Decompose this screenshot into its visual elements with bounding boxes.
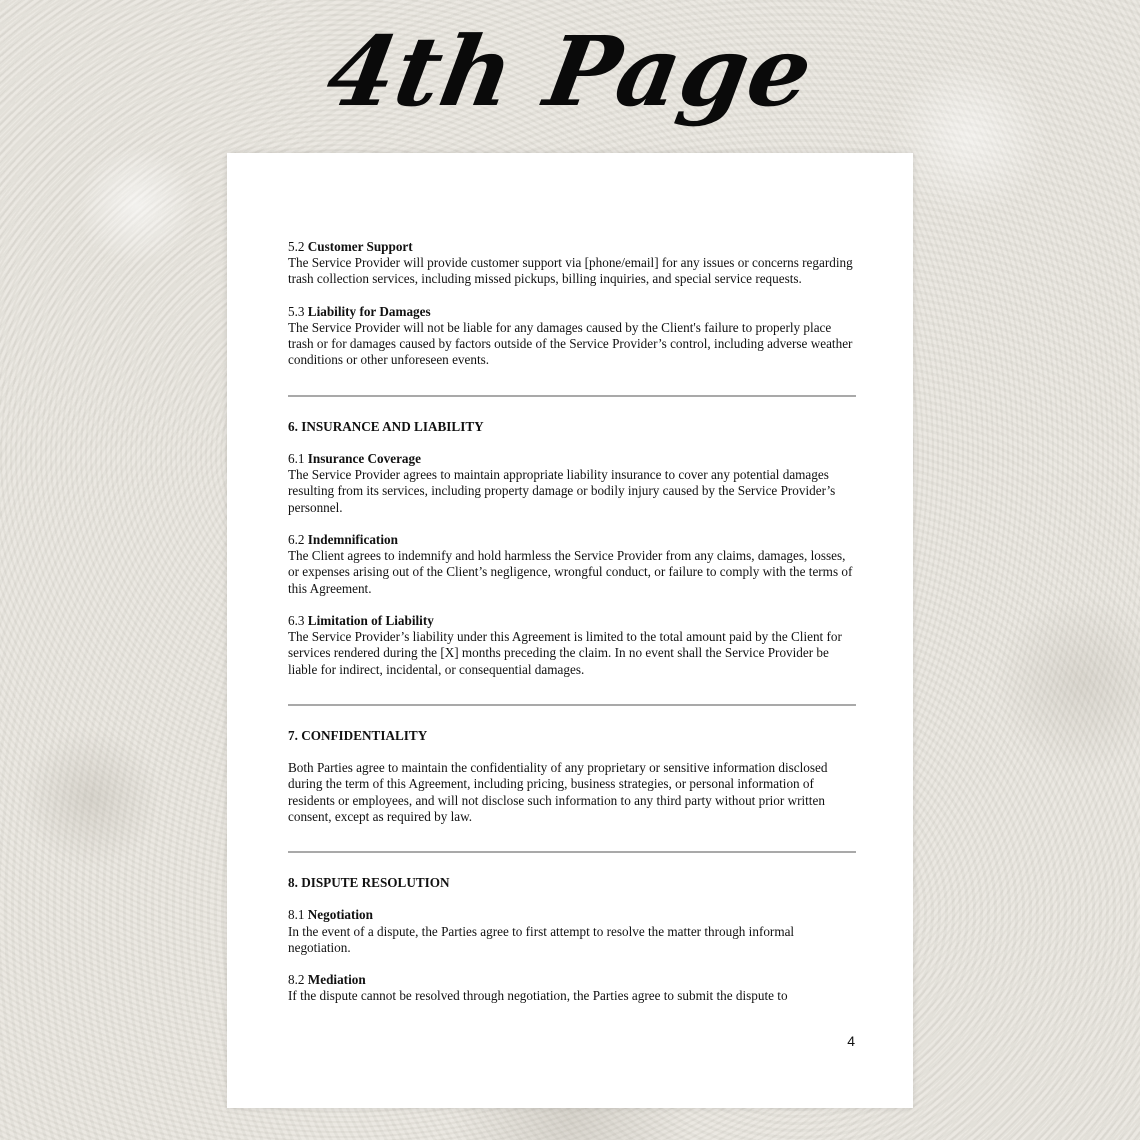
clause-title: Liability for Damages [307, 303, 431, 319]
clause-number: 6.3 [288, 613, 305, 628]
page-heading: 4th Page [318, 15, 822, 128]
section-divider [288, 851, 856, 853]
page-number: 4 [847, 1033, 855, 1049]
clause-title: Customer Support [307, 239, 413, 254]
clause-number: 5.3 [288, 303, 305, 319]
clause-5-3 [288, 304, 856, 369]
clause-7-text: Both Parties agree to maintain the confidentiality of any proprietary or sensitive information disclosed during the term of this Agreement, including pricing, business strategies, or personal information of residents or employees, and will not disclose such information to any third party without prior written consent, except as required by law. [288, 760, 828, 824]
clause-text: The Client agrees to indemnify and hold harmless the Service Provider from any claims, damages, losses, or expenses arising out of the Client’s negligence, wrongful conduct, or failure to comply with the terms of this Agreement. [288, 548, 853, 596]
clause-number: 8.2 [288, 972, 305, 988]
clause-number: 6.1 [288, 451, 305, 466]
clause-text: In the event of a dispute, the Parties agree to first attempt to resolve the matter through informal negotiation. [288, 923, 795, 955]
section-6-title: 6. INSURANCE AND LIABILITY [288, 418, 484, 434]
clause-text: If the dispute cannot be resolved through negotiation, the Parties agree to submit the dispute to [288, 988, 788, 1004]
section-8-title: 8. DISPUTE RESOLUTION [288, 875, 450, 891]
clause-title: Insurance Coverage [307, 451, 421, 466]
clause-number: 6.2 [288, 532, 305, 547]
section-divider [288, 395, 856, 397]
clause-text: The Service Provider will provide customer support via [phone/email] for any issues or concerns regarding trash collection services, including missed pickups, billing inquiries, and special service requests. [288, 255, 853, 287]
clause-title: Mediation [307, 972, 366, 988]
clause-title: Negotiation [307, 907, 373, 923]
clause-text: The Service Provider agrees to maintain appropriate liability insurance to cover any potential damages resulting from its services, including property damage or bodily injury caused by the Service Provider’s personnel. [288, 467, 836, 515]
clause-number: 5.2 [288, 239, 305, 254]
clause-title: Limitation of Liability [307, 613, 434, 628]
section-7-title: 7. CONFIDENTIALITY [288, 727, 428, 743]
clause-title: Indemnification [307, 532, 398, 547]
clause-5-2 [288, 239, 856, 288]
document-body [288, 239, 856, 1005]
clause-text: The Service Provider will not be liable for any damages caused by the Client's failure to properly place trash or for damages caused by factors outside of the Service Provider’s control, including adverse weather conditions or other unforeseen events. [288, 320, 853, 368]
clause-text: The Service Provider’s liability under this Agreement is limited to the total amount paid by the Client for services rendered during the [X] months preceding the claim. In no event shall the Service Provider be liable for indirect, incidental, or consequential damages. [288, 629, 842, 677]
clause-6-2 [288, 532, 856, 597]
clause-8-2 [288, 972, 856, 1004]
section-divider [288, 704, 856, 706]
clause-number: 8.1 [288, 907, 305, 923]
document-page [227, 153, 913, 1108]
clause-6-3 [288, 613, 856, 678]
clause-6-1 [288, 451, 856, 516]
clause-8-1 [288, 907, 856, 956]
